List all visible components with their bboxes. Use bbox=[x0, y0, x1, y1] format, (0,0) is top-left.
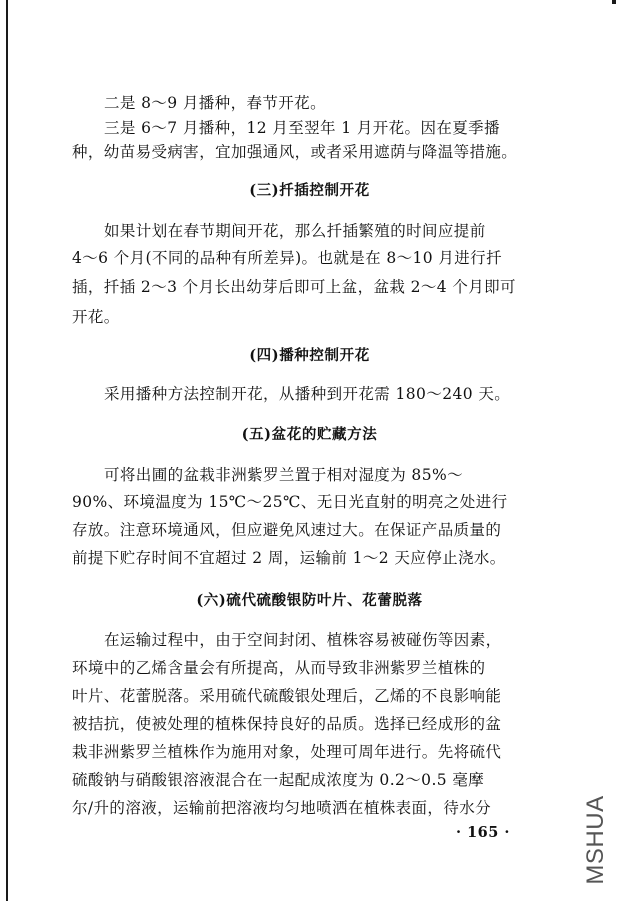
paragraph-line: 硫酸钠与硝酸银溶液混合在一起配成浓度为 0.2～0.5 毫摩 bbox=[72, 771, 485, 789]
paragraph-line: 前提下贮存时间不宜超过 2 周，运输前 1～2 天应停止浇水。 bbox=[72, 549, 506, 567]
section-heading: (六)硫代硫酸银防叶片、花蕾脱落 bbox=[196, 592, 423, 609]
paragraph-line: 插，扦插 2～3 个月长出幼芽后即可上盆，盆栽 2～4 个月即可 bbox=[72, 278, 516, 296]
corner-scan-mark bbox=[612, 0, 616, 4]
page-number: · 165 · bbox=[456, 824, 510, 841]
paragraph-line: 栽非洲紫罗兰植株作为施用对象，处理可周年进行。先将硫代 bbox=[72, 743, 502, 761]
paragraph-line: 开花。 bbox=[72, 308, 120, 326]
section-heading: (五)盆花的贮藏方法 bbox=[241, 426, 378, 443]
paragraph-line: 叶片、花蕾脱落。采用硫代硫酸银处理后，乙烯的不良影响能 bbox=[72, 687, 502, 705]
paragraph-line: 二是 8～9 月播种，春节开花。 bbox=[104, 94, 326, 112]
paragraph-line: 尔/升的溶液，运输前把溶液均匀地喷洒在植株表面，待水分 bbox=[72, 799, 492, 817]
paragraph-line: 在运输过程中，由于空间封闭、植株容易被碰伤等因素， bbox=[104, 631, 502, 649]
watermark-text: MSHUA bbox=[582, 795, 609, 885]
paragraph-line: 90%、环境温度为 15℃～25℃、无日光直射的明亮之处进行 bbox=[72, 493, 508, 511]
section-heading: (三)扦插控制开花 bbox=[249, 182, 370, 199]
paragraph-line: 被拮抗，使被处理的植株保持良好的品质。选择已经成形的盆 bbox=[72, 715, 502, 733]
paragraph-line: 环境中的乙烯含量会有所提高，从而导致非洲紫罗兰植株的 bbox=[72, 659, 486, 677]
watermark bbox=[578, 790, 614, 890]
paragraph-line: 如果计划在春节期间开花，那么扦插繁殖的时间应提前 bbox=[104, 222, 486, 240]
paragraph-line: 4～6 个月(不同的品种有所差异)。也就是在 8～10 月进行扦 bbox=[72, 249, 502, 267]
paragraph-line: 三是 6～7 月播种，12 月至翌年 1 月开花。因在夏季播 bbox=[104, 119, 500, 137]
paragraph-line: 种，幼苗易受病害，宜加强通风，或者采用遮荫与降温等措施。 bbox=[72, 143, 518, 161]
paragraph-line: 可将出圃的盆栽非洲紫罗兰置于相对湿度为 85%～ bbox=[104, 466, 463, 484]
section-heading: (四)播种控制开花 bbox=[249, 347, 370, 364]
left-scan-edge bbox=[6, 0, 8, 901]
paragraph-line: 采用播种方法控制开花，从播种到开花需 180～240 天。 bbox=[104, 385, 511, 403]
paragraph-line: 存放。注意环境通风，但应避免风速过大。在保证产品质量的 bbox=[72, 521, 502, 539]
